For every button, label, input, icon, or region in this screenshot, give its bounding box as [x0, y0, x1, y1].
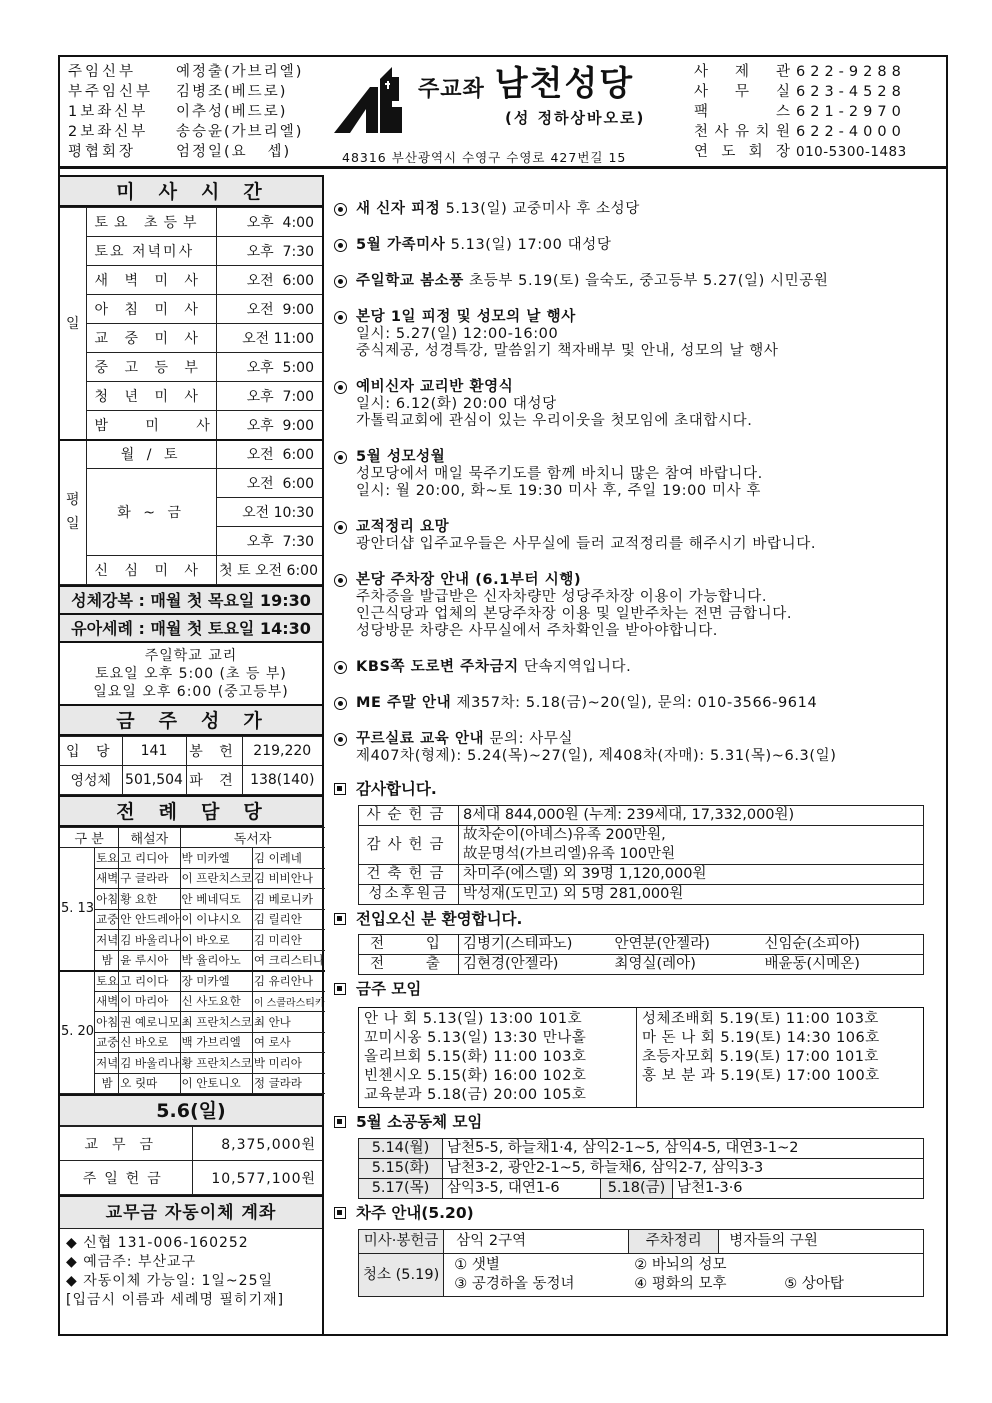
announcements-column	[330, 175, 944, 1297]
phone-number: 622-9288	[796, 64, 906, 80]
clergy-row: 평협회장 엄정일(요 셉)	[68, 144, 292, 160]
table-row: 화 ~ 금 오전 6:00	[60, 469, 322, 498]
table-row: 중 고 등 부 오후 5:00	[60, 353, 322, 382]
phone-number: 623-4528	[796, 84, 906, 100]
phone-number: 010-5300-1483	[796, 144, 907, 160]
announcement-item: 본당 1일 피정 및 성모의 날 행사 일시: 5.27(일) 12:00-16:00 중식제공, 성경특강, 말씀읽기 책자배부 및 안내, 성모의 날 행사	[330, 309, 944, 360]
announcement-item: 교적정리 요망 광안더샵 입주교우들은 사무실에 들러 교적정리를 해주시기 바랍니다.	[330, 519, 944, 553]
table-row: 오후 7:30	[60, 527, 322, 556]
welcome-section-title: 전입오신 분 환영합니다.	[330, 909, 944, 929]
table-row: 오전 10:30	[60, 498, 322, 527]
small-communities-title: 5월 소공동체 모임	[330, 1112, 944, 1132]
table-row: 평일 월 / 토 오전 6:00	[60, 440, 322, 469]
square-bullet-icon	[334, 913, 346, 925]
table-row: 밤 윤 루시아 박 율리아노 여 크리스티나	[60, 950, 325, 971]
radio-bullet-icon	[334, 521, 347, 534]
radio-bullet-icon	[334, 574, 347, 587]
church-logo-icon	[332, 65, 412, 135]
weekly-hymns-title: 금주성가	[60, 704, 322, 736]
meetings-box	[358, 1007, 924, 1108]
clergy-row: 부주임신부 김병조(베드로)	[68, 84, 288, 100]
auto-transfer-title: 교무금 자동이체 계좌	[60, 1195, 322, 1229]
table-row: 밤 미 사 오후 9:00	[60, 411, 322, 440]
meetings-section-title: 금주 모임	[330, 979, 944, 999]
table-row: 사순헌금 8세대 844,000원 (누계: 239세대, 17,332,000원)	[359, 806, 924, 826]
table-row: 전 출 김현경(안젤라) 최영실(레아) 배윤동(시메온)	[359, 955, 924, 975]
table-row: 감사헌금 故차순이(아녜스)유족 200만원, 故문명석(가브리엘)유족 100만원	[359, 826, 924, 865]
table-row: 아침 황 요한 안 베네딕도 김 베로니카	[60, 889, 325, 910]
table-row: 토요 저녁미사 오후 7:30	[60, 237, 322, 266]
table-row: 청소 (5.19) ① 샛별 ② 바뇌의 성모 ③ 공경하올 동정녀 ④ 평화의 모후 ⑤ 상아탑	[359, 1254, 924, 1297]
benediction-notice: 성체강복 : 매월 첫 목요일 19:30	[60, 585, 322, 613]
infant-baptism-notice: 유아세례 : 매월 첫 토요일 14:30	[60, 613, 322, 641]
small-communities-table	[358, 1138, 924, 1199]
sunday-label: 일	[60, 208, 86, 440]
contact-row: 사 무 실 623-4528	[694, 84, 906, 100]
radio-bullet-icon	[334, 733, 347, 746]
radio-bullet-icon	[334, 239, 347, 252]
fax-number: 621-2970	[796, 104, 906, 120]
table-row: 일 토요 초등부 오후 4:00	[60, 208, 322, 237]
welcome-table	[358, 934, 924, 975]
table-row: 신 심 미 사 첫 토 오전 6:00	[60, 556, 322, 585]
table-row: 5. 13 토요 고 리디아 박 미카엘 김 이레네	[60, 848, 325, 869]
meetings-left-list: 안 나 회 5.13(일) 13:00 101호 꼬미시옹 5.13(일) 13:30 만나홀 올리브회 5.15(화) 11:00 103호 빈첸시오 5.15(화) 16:00 102호 교육분과 5.18(금) 20:00 105호	[359, 1008, 637, 1107]
radio-bullet-icon	[334, 311, 347, 324]
table-row: 전 입 김병기(스테파노) 안연분(안젤라) 신임순(소피아)	[359, 935, 924, 955]
announcement-item: 5월 성모성월 성모당에서 매일 묵주기도를 함께 바치니 많은 참여 바랍니다. 일시: 월 20:00, 화~토 19:30 미사 후, 주일 19:00 미사 후	[330, 449, 944, 500]
next-week-table	[358, 1229, 924, 1297]
contact-row: 사 제 관 622-9288	[694, 64, 906, 80]
contact-row: 천 사 유 치 원 622-4000	[694, 124, 906, 140]
announcement-item: ME 주말 안내 제357차: 5.18(금)~20(일), 문의: 010-3566-9614	[330, 695, 944, 712]
church-subtitle: (성 정하상바오로)	[505, 109, 646, 127]
next-week-title: 차주 안내(5.20)	[330, 1203, 944, 1223]
contact-list	[694, 62, 907, 162]
finance-date-title: 5.6(일)	[60, 1094, 322, 1126]
table-row: 저녁 김 바울리나 황 프란치스코 박 미리아	[60, 1053, 325, 1074]
phone-number: 622-4000	[796, 124, 906, 140]
table-row: 저녁 김 바울리나 이 바오로 김 미리안	[60, 930, 325, 951]
table-row: 아침 권 예로니모 최 프란치스코 최 안나	[60, 1012, 325, 1033]
table-row: 교무금 8,375,000원	[60, 1127, 322, 1161]
announcement-item: 꾸르실료 교육 안내 문의: 사무실 제407차(형제): 5.24(목)~27(일), 제408차(자매): 5.31(목)~6.3(일)	[330, 731, 944, 765]
square-bullet-icon	[334, 1207, 346, 1219]
church-address: 48316 부산광역시 수영구 수영로 427번길 15	[342, 150, 627, 165]
thanks-section-title: 감사합니다.	[330, 779, 944, 799]
table-row: 5.17(목) 삼익3-5, 대연1-6 5.18(금) 남천1-3·6	[359, 1179, 924, 1199]
clergy-list	[68, 62, 303, 162]
table-row: 아 침 미 사 오전 9:00	[60, 295, 322, 324]
sunday-school-info: 주일학교 교리 토요일 오후 5:00 (초 등 부) 일요일 오후 6:00 (중고등부)	[60, 641, 322, 704]
table-row: 교 중 미 사 오전 11:00	[60, 324, 322, 353]
table-row: 교중 신 바오로 백 가브리엘 여 로사	[60, 1032, 325, 1053]
table-row: 새벽 이 마리아 신 사도요한 이 스콜라스티카	[60, 991, 325, 1012]
table-row: 입 당 141 봉 헌 219,220	[60, 737, 322, 766]
radio-bullet-icon	[334, 203, 347, 216]
meetings-right-list: 성체조배회 5.19(토) 11:00 103호 마 돈 나 회 5.19(토) 14:30 106호 초등자모회 5.19(토) 17:00 101호 홍 보 분 과 5.19(토) 17:00 100호	[642, 1011, 880, 1084]
announcement-item: 주일학교 봄소풍 초등부 5.19(토) 을숙도, 중고등부 5.27(일) 시민공원	[330, 273, 944, 290]
mass-times-table	[60, 207, 322, 585]
radio-bullet-icon	[334, 451, 347, 464]
title-prefix: 주교좌	[418, 77, 485, 102]
square-bullet-icon	[334, 783, 346, 795]
church-title	[418, 65, 634, 103]
table-row: 청 년 미 사 오후 7:00	[60, 382, 322, 411]
liturgy-table	[60, 827, 325, 1094]
clergy-row: 2보좌신부 송승윤(가브리엘)	[68, 124, 304, 140]
table-row: 미사·봉헌금 삼익 2구역 주차정리 병자들의 구원	[359, 1230, 924, 1254]
square-bullet-icon	[334, 983, 346, 995]
table-row: 5.15(화) 남천3-2, 광안2-1~5, 하늘채6, 삼익2-7, 삼익3-3	[359, 1159, 924, 1179]
announcement-item: 5월 가족미사 5.13(일) 17:00 대성당	[330, 237, 944, 254]
table-row: 밤 오 릿따 이 안토니오 정 글라라	[60, 1073, 325, 1094]
weekday-label: 평일	[60, 440, 86, 585]
weekly-hymns-table	[60, 736, 322, 795]
table-row: 5. 20 토요 고 리이다 장 미카엘 김 유리안나	[60, 971, 325, 992]
clergy-row: 1보좌신부 이추성(베드로)	[68, 104, 288, 120]
finance-table	[60, 1126, 322, 1195]
liturgy-title: 전례담당	[60, 795, 322, 827]
table-row: 건축헌금 차미주(에스델) 외 39명 1,120,000원	[359, 865, 924, 885]
radio-bullet-icon	[334, 381, 347, 394]
table-row: 5.14(월) 남천5-5, 하늘채1·4, 삼익2-1~5, 삼익4-5, 대연3-1~2	[359, 1139, 924, 1159]
table-row: 성소후원금 박성재(도민고) 외 5명 281,000원	[359, 885, 924, 905]
contact-row: 팩 스 621-2970	[694, 104, 906, 120]
announcement-item: 예비신자 교리반 환영식 일시: 6.12(화) 20:00 대성당 가톨릭교회에 관심이 있는 우리이웃을 첫모임에 초대합시다.	[330, 379, 944, 430]
thanks-table	[358, 805, 924, 905]
radio-bullet-icon	[334, 697, 347, 710]
announcement-item: 새 신자 피정 5.13(일) 교중미사 후 소성당	[330, 201, 944, 218]
clergy-row: 주임신부 예정출(가브리엘)	[68, 64, 304, 80]
table-row: 영성체 501,504 파 견 138(140)	[60, 766, 322, 795]
bulletin-header	[60, 57, 946, 169]
announcement-item: 본당 주차장 안내 (6.1부터 시행) 주차증을 발급받은 신자차량만 성당주차장 이용이 가능합니다. 인근식당과 업체의 본당주차장 이용 및 일반주차는 전면 금합니다. 성당방문 차량은 사무실에서 주차확인을 받아야합니다.	[330, 572, 944, 640]
square-bullet-icon	[334, 1116, 346, 1128]
mass-times-title: 미사시간	[60, 175, 322, 207]
left-sidebar	[60, 175, 324, 1336]
bulletin-page	[58, 55, 948, 1336]
radio-bullet-icon	[334, 275, 347, 288]
table-header-row: 구 분 해설자 독서자	[60, 828, 325, 848]
table-row: 주일헌금 10,577,100원	[60, 1161, 322, 1195]
table-row: 새 벽 미 사 오전 6:00	[60, 266, 322, 295]
table-row: 교중 안 안드레아 이 이냐시오 김 릴리안	[60, 909, 325, 930]
auto-transfer-info: ◆ 신협 131-006-160252 ◆ 예금주: 부산교구 ◆ 자동이체 가능일: 1일~25일 [입금시 이름과 세례명 필히기재]	[66, 1235, 285, 1308]
radio-bullet-icon	[334, 661, 347, 674]
contact-row: 연 도 회 장 010-5300-1483	[694, 144, 907, 160]
church-name: 남천성당	[494, 64, 635, 104]
table-row: 새벽 구 글라라 이 프란치스코 김 비비안나	[60, 868, 325, 889]
announcement-item: KBS쪽 도로변 주차금지 단속지역입니다.	[330, 659, 944, 676]
